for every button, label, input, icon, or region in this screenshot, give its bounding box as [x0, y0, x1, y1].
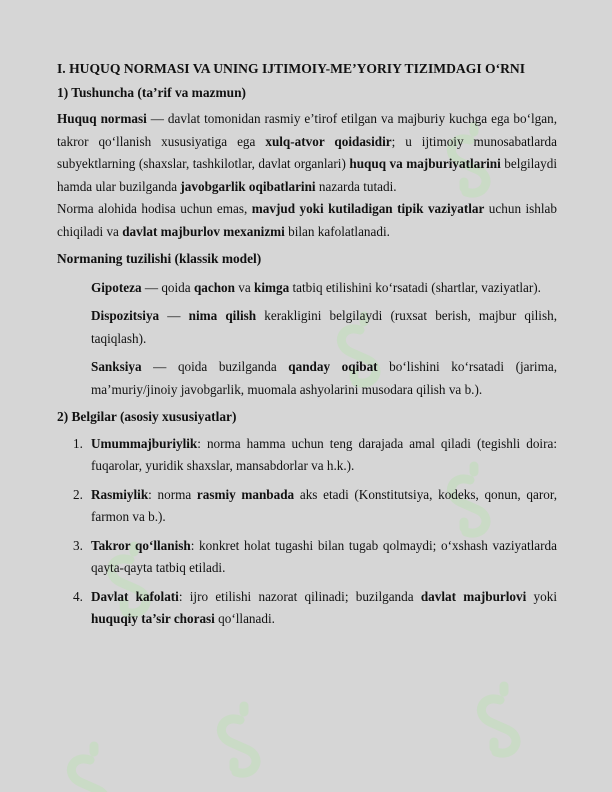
section-heading-structure: Normaning tuzilishi (klassik model)	[57, 251, 262, 266]
document-body	[57, 58, 557, 637]
list-item-number: 4.	[73, 588, 83, 604]
features-list	[57, 433, 557, 631]
paragraph-definition: Huquq normasi — davlat tomonidan rasmiy e’tirof etilgan va majburiy kuchga ega bo‘lgan, takror qo‘llanish xususiyatiga ega xulq-atvor qoidasidir; u ijtimoiy munosabatlarda subyektlarning (shaxslar, tashkilotlar, davlat organlari) huquq va majburiyatlarini belgilaydi hamda ular buzilganda javobgarlik oqibatlarini nazarda tutadi.	[57, 111, 558, 194]
watermark-mark	[221, 706, 256, 773]
structure-item-sanction: Sanksiya — qoida buzilganda qanday oqibat bo‘lishini ko‘rsatadi (jarima, ma’muriy/jinoiy javobgarlik, muomala ashyolarini musodara qilish va b.).	[91, 359, 557, 397]
watermark-mark	[71, 746, 106, 792]
list-item	[57, 535, 557, 580]
list-item-number: 1.	[73, 435, 83, 451]
watermark-mark	[481, 686, 516, 753]
list-item-number: 2.	[73, 486, 83, 502]
section-heading-concept: 1) Tushuncha (ta’rif va mazmun)	[57, 84, 246, 100]
list-item	[57, 484, 557, 529]
list-item-text: Davlat kafolati: ijro etilishi nazorat qilinadi; buzilganda davlat majburlovi yoki huquqiy ta’sir chorasi qo‘llanadi.	[91, 588, 557, 626]
list-item-number: 3.	[73, 537, 83, 553]
list-item	[57, 586, 557, 631]
list-item	[57, 433, 557, 478]
paragraph-typical-situations: Norma alohida hodisa uchun emas, mavjud yoki kutiladigan tipik vaziyatlar uchun ishlab chiqiladi va davlat majburlov mexanizmi bilan kafolatlanadi.	[57, 201, 557, 239]
section-heading-features: 2) Belgilar (asosiy xususiyatlar)	[57, 409, 237, 424]
structure-item-disposition: Dispozitsiya — nima qilish kerakligini belgilaydi (ruxsat berish, majbur qilish, taqiqlash).	[91, 308, 557, 346]
document-title: I. HUQUQ NORMASI VA UNING IJTIMOIY-ME’YORIY TIZIMDAGI O‘RNI	[57, 61, 526, 76]
structure-item-hypothesis: Gipoteza — qoida qachon va kimga tatbiq etilishini ko‘rsatadi (shartlar, vaziyatlar).	[91, 279, 541, 295]
list-item-text: Umummajburiylik: norma hamma uchun teng darajada amal qiladi (tegishli doira: fuqarolar, yuridik shaxslar, mansabdorlar va h.k.).	[91, 435, 557, 473]
list-item-text: Rasmiylik: norma rasmiy manbada aks etadi (Konstitutsiya, kodeks, qonun, qaror, farmon va b.).	[91, 486, 557, 524]
list-item-text: Takror qo‘llanish: konkret holat tugashi bilan tugab qolmaydi; o‘xshash vaziyatlarda qayta-qayta tatbiq etiladi.	[91, 537, 557, 575]
